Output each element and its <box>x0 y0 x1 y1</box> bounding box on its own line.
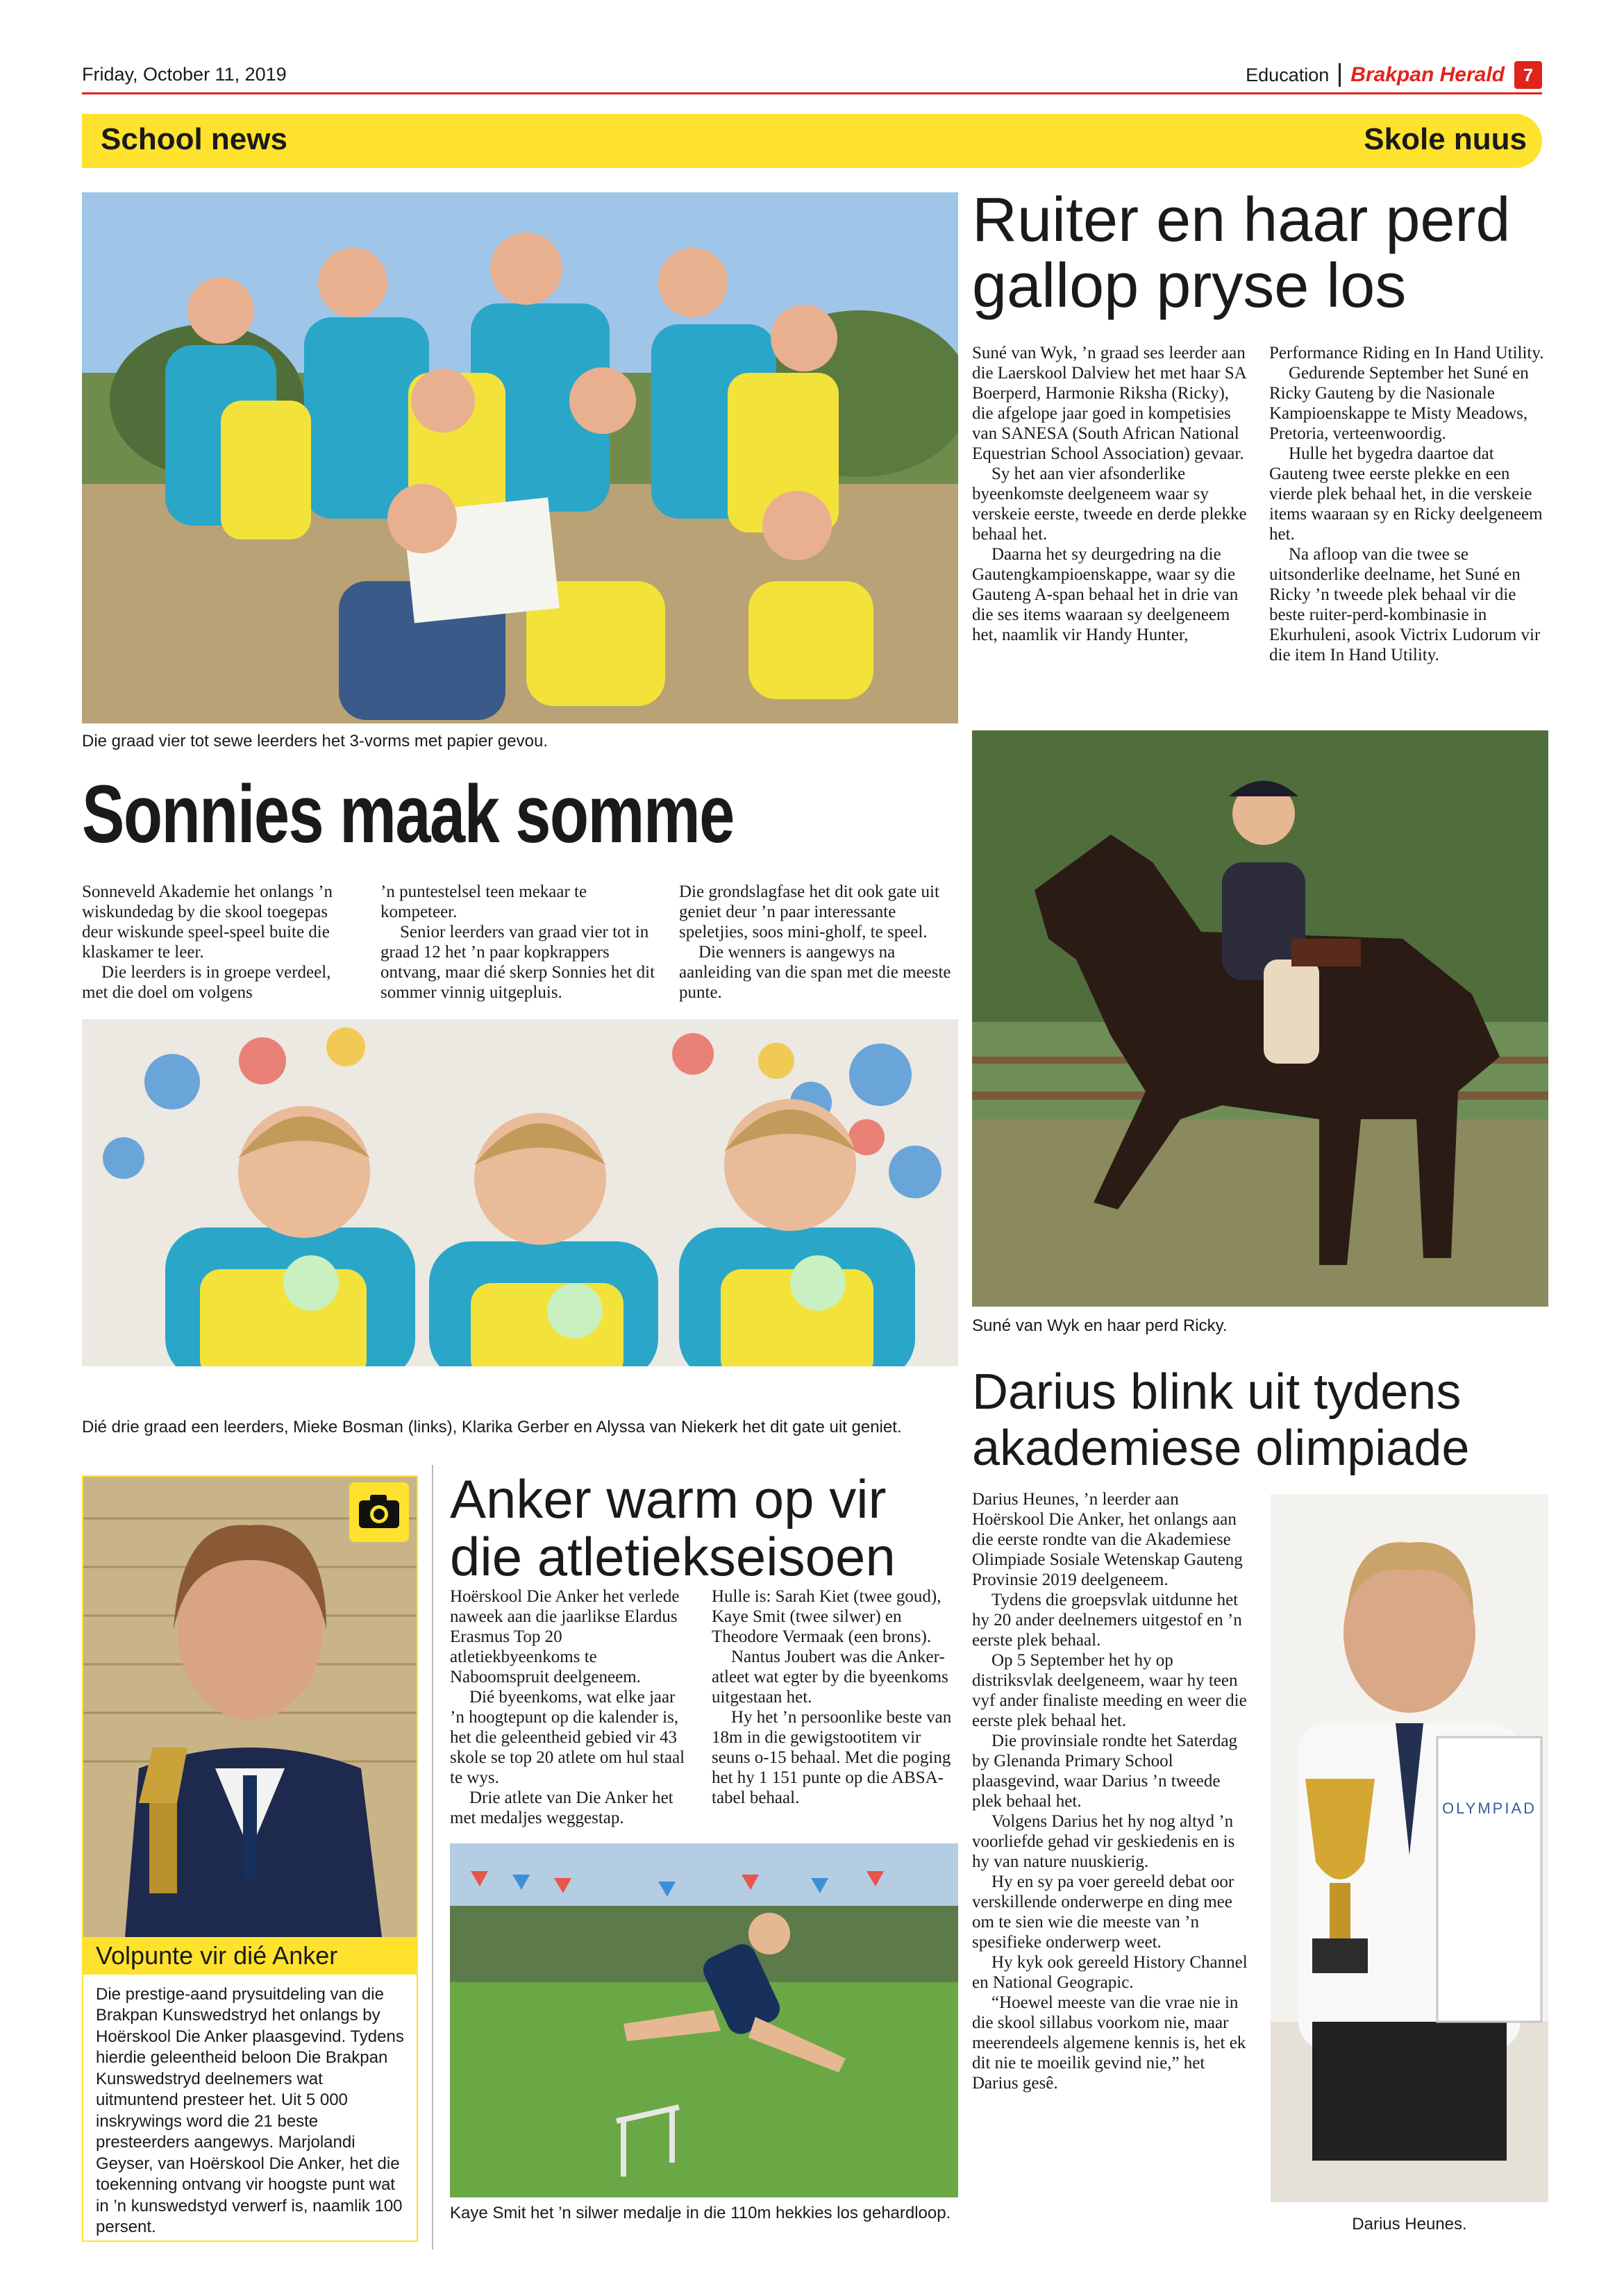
photo-marjolandi <box>83 1477 417 1937</box>
headline-ruiter: Ruiter en haar perd gallop pryse los <box>972 185 1511 321</box>
paragraph: Hulle is: Sarah Kiet (twee goud), Kaye Smit (twee silwer) en Theodore Vermaak (een brons). <box>712 1587 941 1646</box>
paragraph: Die leerders is in groepe verdeel, met die doel om volgens <box>82 963 331 1002</box>
paragraph: Darius Heunes, ’n leerder aan Hoërskool Die Anker, het onlangs aan die eerste rondte van die Akademiese Olimpiade Sosiale Wetenskap Gauteng Provinsie 2019 deelgeneem. <box>972 1490 1243 1589</box>
article-sonnies-col3 <box>679 882 957 1003</box>
paragraph: Nantus Joubert was die Anker-atleet wat egter by die byeenkoms uitgestaan het. <box>712 1648 948 1707</box>
paragraph: Die provinsiale rondte het Saterdag by Glenanda Primary School plaasgevind, waar Darius ’n tweede plek behaal het. <box>972 1732 1238 1811</box>
header-rule <box>82 92 1542 94</box>
banner-title-afrikaans: Skole nuus <box>1364 122 1527 156</box>
paragraph: Senior leerders van graad vier tot in graad 12 het ’n paar kopkrappers ontvang, maar dié skerp Sonnies het dit sommer vinnig uitgepluis. <box>380 923 655 1002</box>
column-divider <box>432 1465 433 2249</box>
photo-school-group <box>82 192 958 723</box>
paragraph: Op 5 September het hy op distriksvlak deelgeneem, waar hy teen vyf ander finaliste meeding en weer die eerste plek behaal het. <box>972 1651 1247 1730</box>
certificate-text: OLYMPIAD <box>1441 1800 1537 1817</box>
article-sonnies-col2 <box>380 882 658 1003</box>
article-darius <box>972 1489 1250 2093</box>
article-anker-col1 <box>450 1586 686 1828</box>
photo-caption: Die graad vier tot sewe leerders het 3-vorms met papier gevou. <box>82 732 548 751</box>
paragraph: Die wenners is aangewys na aanleiding van die span met die meeste punte. <box>679 943 951 1002</box>
page-number: 7 <box>1514 61 1542 89</box>
banner-title-english: School news <box>101 122 287 156</box>
paragraph: Hulle het bygedra daartoe dat Gauteng twee eerste plekke en een vierde plek behaal het, in die verskeie items waaraan sy en Ricky deelgeneem het. <box>1269 444 1543 544</box>
paragraph: Volgens Darius het hy nog altyd ’n voorliefde gehad vir geskiedenis en is hy van nature nuuskierig. <box>972 1812 1235 1871</box>
article-ruiter-col1 <box>972 343 1250 645</box>
photo-caption: Kaye Smit het ’n silwer medalje in die 110m hekkies los gehardloop. <box>450 2204 951 2222</box>
photo-three-girls <box>82 1019 958 1366</box>
paragraph: Hy kyk ook gereeld History Channel en National Geograpic. <box>972 1953 1248 1992</box>
headline-sonnies: Sonnies maak somme <box>82 769 734 860</box>
masthead-right <box>1246 61 1542 89</box>
paragraph: Hoërskool Die Anker het verlede naweek aan die jaarlikse Elardus Erasmus Top 20 atletiekbyeenkoms te Naboomspruit deelgeneem. <box>450 1587 680 1686</box>
photo-caption: Dié drie graad een leerders, Mieke Bosman (links), Klarika Gerber en Alyssa van Niekerk het dit gate uit geniet. <box>82 1418 902 1436</box>
paragraph: ’n puntestelsel teen mekaar te kompeteer. <box>380 882 587 921</box>
paragraph: “Hoewel meeste van die vrae nie in die skool sillabus voorkom nie, maar meerendeels algemene kennis is, het ek dit nie te moeilik gevind nie,” het Darius gesê. <box>972 1993 1246 2093</box>
headline-volpunte: Volpunte vir dié Anker <box>96 1941 338 1970</box>
paragraph: Gedurende September het Suné en Ricky Gauteng by die Nasionale Kampioenskappe te Misty Meadows, Pretoria, verteenwoordig. <box>1269 364 1529 443</box>
photo-darius <box>1271 1494 1548 2202</box>
paragraph: Dié byeenkoms, wat elke jaar ’n hoogtepunt op die kalender is, het die geleentheid gebied vir 43 skole se top 20 atlete om hul staal te wys. <box>450 1688 685 1787</box>
headline-anker: Anker warm op vir die atletiekseisoen <box>450 1468 896 1587</box>
section-banner <box>82 114 1542 168</box>
article-sonnies-col1 <box>82 882 360 1003</box>
article-anker-col2 <box>712 1586 955 1808</box>
article-ruiter-col2 <box>1269 343 1548 665</box>
paragraph: Daarna het sy deurgedring na die Gautengkampioenskappe, waar sy die Gauteng A-span behaal het in drie van die ses items waaraan sy deelgeneem het, naamlik vir Handy Hunter, <box>972 545 1239 644</box>
paragraph: Die grondslagfase het dit ook gate uit geniet deur ’n paar interessante speletjies, soos mini-gholf, te speel. <box>679 882 939 941</box>
photo-caption: Darius Heunes. <box>1352 2215 1467 2234</box>
issue-date: Friday, October 11, 2019 <box>82 64 287 85</box>
photo-hurdler <box>450 1843 958 2197</box>
headline-darius: Darius blink uit tydens akademiese olimpiade <box>972 1364 1470 1476</box>
paragraph: Drie atlete van Die Anker het met medaljes weggestap. <box>450 1788 673 1827</box>
photo-horse-rider <box>972 730 1548 1307</box>
paragraph: Performance Riding en In Hand Utility. <box>1269 344 1544 362</box>
divider <box>1339 63 1341 87</box>
paragraph: Hy het ’n persoonlike beste van 18m in die gewigstootitem vir seuns o-15 behaal. Met die poging het hy 1 151 punte op die ABSA-tabel behaal. <box>712 1708 952 1807</box>
photo-caption: Suné van Wyk en haar perd Ricky. <box>972 1316 1228 1335</box>
paragraph: Hy en sy pa voer gereeld debat oor verskillende onderwerpe en ding mee om te sien wie die meeste van ’n spesifieke onderwerp weet. <box>972 1872 1234 1952</box>
camera-icon <box>349 1482 409 1542</box>
paragraph: Na afloop van die twee se uitsonderlike deelname, het Suné en Ricky ’n tweede plek behaal vir die beste ruiter-perd-kombinasie in Ekurhuleni, asook Victrix Ludorum vir die item In Hand Utility. <box>1269 545 1541 664</box>
section-label: Education <box>1246 64 1330 85</box>
brand-logo: Brakpan Herald <box>1350 63 1505 86</box>
volpunte-text: Die prestige-aand prysuitdeling van die Brakpan Kunswedstryd het onlangs by Hoërskool Die Anker plaasgevind. Tydens hierdie geleentheid beloon Die Brakpan Kunswedstryd deelnemers wat uitmuntend presteer het. Uit 5 000 inskrywings word die 21 beste presteerders aangewys. Marjolandi Geyser, van Hoërskool Die Anker, het die toekenning ontvang vir hoogste punt wat in ’n kunswedstyd verwerf is, naamlik 100 persent. <box>96 1985 404 2237</box>
paragraph: Sonneveld Akademie het onlangs ’n wiskundedag by die skool toegepas deur wiskunde speel-speel buite die klaskamer te leer. <box>82 882 333 962</box>
paragraph: Tydens die groepsvlak uitdunne het hy 20 ander deelnemers uitgestof en ’n eerste plek behaal. <box>972 1591 1242 1650</box>
paragraph: Sy het aan vier afsonderlike byeenkomste deelgeneem waar sy verskeie eerste, tweede en derde plekke behaal het. <box>972 464 1247 544</box>
paragraph: Suné van Wyk, ’n graad ses leerder aan die Laerskool Dalview het met haar SA Boerperd, Harmonie Riksha (Ricky), die afgelope jaar goed in kompetisies van SANESA (South African National Equestrian School Association) gevaar. <box>972 344 1246 463</box>
